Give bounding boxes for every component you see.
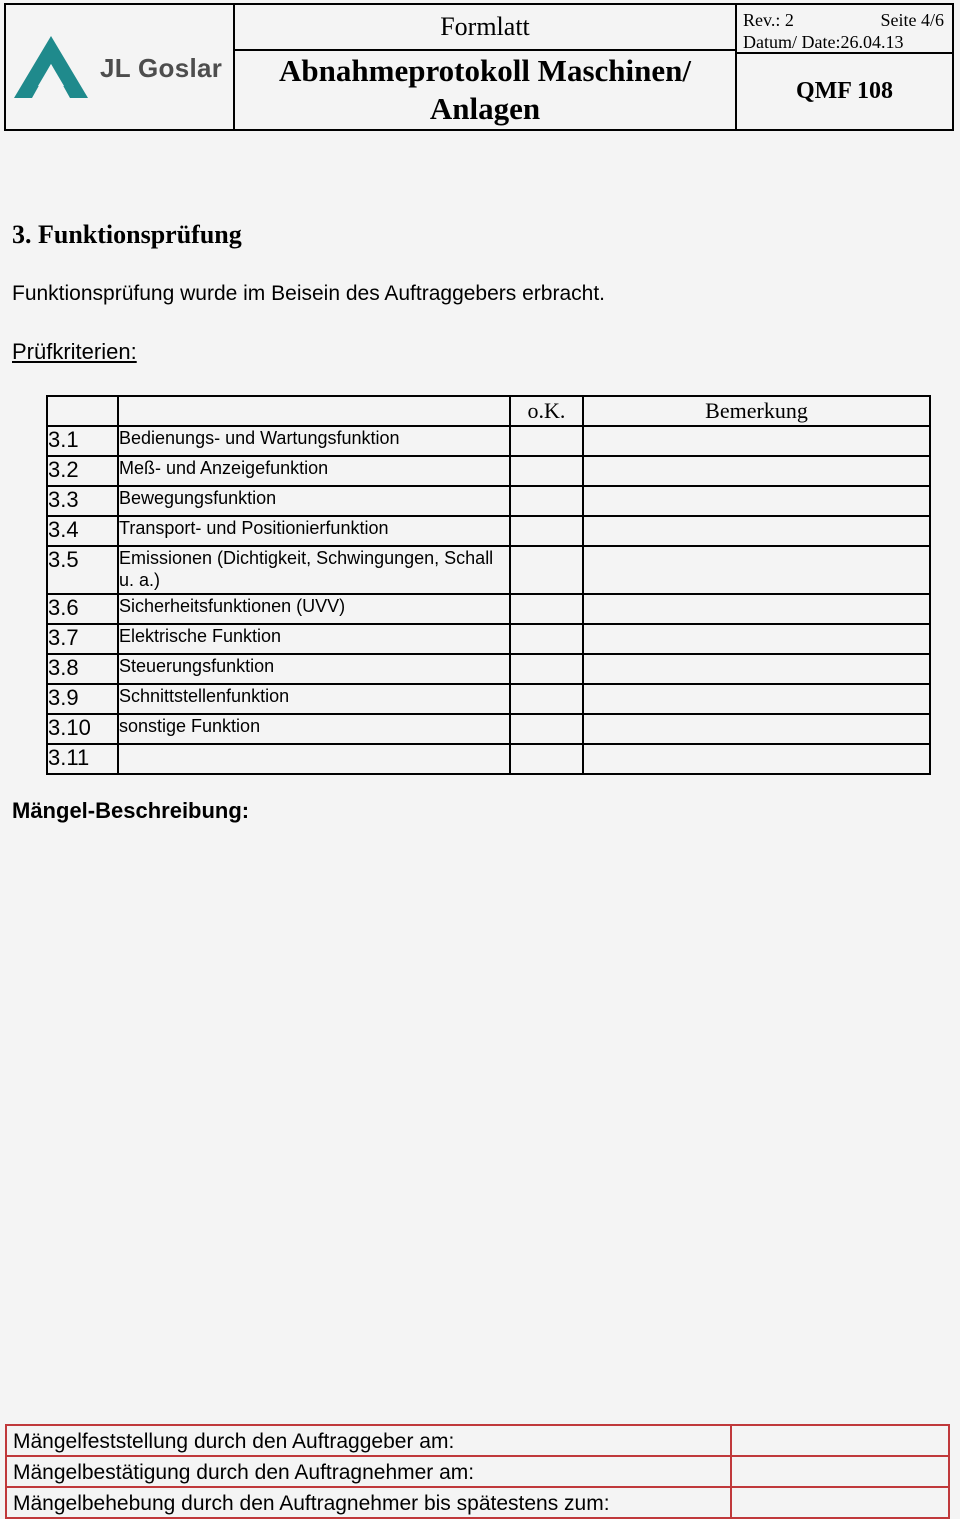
form-code: QMF 108 [795, 78, 894, 104]
criterion-description[interactable] [118, 744, 510, 774]
footer-row [6, 1487, 949, 1518]
criterion-description: Transport- und Positionierfunktion [118, 516, 510, 546]
criterion-number: 3.6 [47, 594, 118, 624]
remark-cell[interactable] [583, 624, 930, 654]
document-header [4, 3, 954, 131]
criterion-description: Bedienungs- und Wartungsfunktion [118, 426, 510, 456]
section-title: 3. Funktionsprüfung [12, 220, 242, 249]
footer-date-field[interactable] [731, 1456, 949, 1487]
criterion-number: 3.3 [47, 486, 118, 516]
remark-cell[interactable] [583, 516, 930, 546]
criterion-description: Meß- und Anzeigefunktion [118, 456, 510, 486]
criterion-number: 3.11 [47, 744, 118, 774]
document-date: Datum/ Date:26.04.13 [743, 32, 904, 52]
table-row [47, 624, 930, 654]
table-row [47, 714, 930, 744]
footer-row [6, 1425, 949, 1456]
table-row [47, 456, 930, 486]
page-number: Seite 4/6 [880, 10, 944, 30]
table-header-row [47, 396, 930, 426]
footer-label: Mängelbehebung durch den Auftragnehmer bis spätestens zum: [6, 1487, 731, 1518]
table-row [47, 546, 930, 594]
ok-cell[interactable] [510, 714, 583, 744]
footer-date-field[interactable] [731, 1487, 949, 1518]
remark-cell[interactable] [583, 684, 930, 714]
remark-cell[interactable] [583, 456, 930, 486]
header-cell-empty [47, 396, 118, 426]
defects-heading: Mängel-Beschreibung: [12, 798, 250, 823]
remark-cell[interactable] [583, 594, 930, 624]
footer-row [6, 1456, 949, 1487]
criterion-number: 3.5 [47, 546, 118, 594]
criterion-description: Steuerungsfunktion [118, 654, 510, 684]
logo-text: JL Goslar [100, 52, 223, 83]
header-meta-block [737, 5, 952, 129]
ok-cell[interactable] [510, 516, 583, 546]
table-row [47, 594, 930, 624]
remark-cell[interactable] [583, 744, 930, 774]
ok-cell[interactable] [510, 486, 583, 516]
table-row [47, 426, 930, 456]
remark-cell[interactable] [583, 714, 930, 744]
remark-cell[interactable] [583, 486, 930, 516]
remark-cell[interactable] [583, 654, 930, 684]
footer-label: Mängelfeststellung durch den Auftraggeber am: [6, 1425, 731, 1456]
criterion-number: 3.9 [47, 684, 118, 714]
ok-cell[interactable] [510, 654, 583, 684]
ok-cell[interactable] [510, 744, 583, 774]
revision: Rev.: 2 [743, 10, 794, 30]
table-row [47, 684, 930, 714]
logo [6, 5, 235, 129]
criterion-number: 3.1 [47, 426, 118, 456]
ok-cell[interactable] [510, 456, 583, 486]
table-row [47, 516, 930, 546]
form-label: Formlatt [235, 5, 735, 51]
criteria-table [46, 395, 931, 775]
criterion-description: Emissionen (Dichtigkeit, Schwingungen, Schall u. a.) [118, 546, 510, 594]
criterion-number: 3.10 [47, 714, 118, 744]
ok-cell[interactable] [510, 684, 583, 714]
remark-cell[interactable] [583, 426, 930, 456]
header-remark: Bemerkung [583, 396, 930, 426]
header-cell-empty [118, 396, 510, 426]
header-title-block [235, 5, 737, 129]
ok-cell[interactable] [510, 426, 583, 456]
footer-date-field[interactable] [731, 1425, 949, 1456]
criterion-number: 3.8 [47, 654, 118, 684]
ok-cell[interactable] [510, 624, 583, 654]
criterion-number: 3.2 [47, 456, 118, 486]
table-row [47, 654, 930, 684]
remark-cell[interactable] [583, 546, 930, 594]
criterion-description: Elektrische Funktion [118, 624, 510, 654]
criteria-heading: Prüfkriterien: [12, 339, 137, 364]
revision-info [737, 5, 952, 54]
criterion-description: Sicherheitsfunktionen (UVV) [118, 594, 510, 624]
criterion-number: 3.4 [47, 516, 118, 546]
criterion-description: sonstige Funktion [118, 714, 510, 744]
table-row [47, 486, 930, 516]
criterion-description: Schnittstellenfunktion [118, 684, 510, 714]
document-title: Abnahmeprotokoll Maschinen/ Anlagen [279, 53, 691, 126]
criterion-number: 3.7 [47, 624, 118, 654]
section-intro: Funktionsprüfung wurde im Beisein des Auftraggebers erbracht. [12, 282, 605, 305]
logo-mark-icon [12, 34, 90, 100]
criterion-description: Bewegungsfunktion [118, 486, 510, 516]
defects-footer-table [5, 1424, 950, 1519]
footer-label: Mängelbestätigung durch den Auftragnehmer am: [6, 1456, 731, 1487]
ok-cell[interactable] [510, 594, 583, 624]
ok-cell[interactable] [510, 546, 583, 594]
table-row [47, 744, 930, 774]
header-ok: o.K. [510, 396, 583, 426]
